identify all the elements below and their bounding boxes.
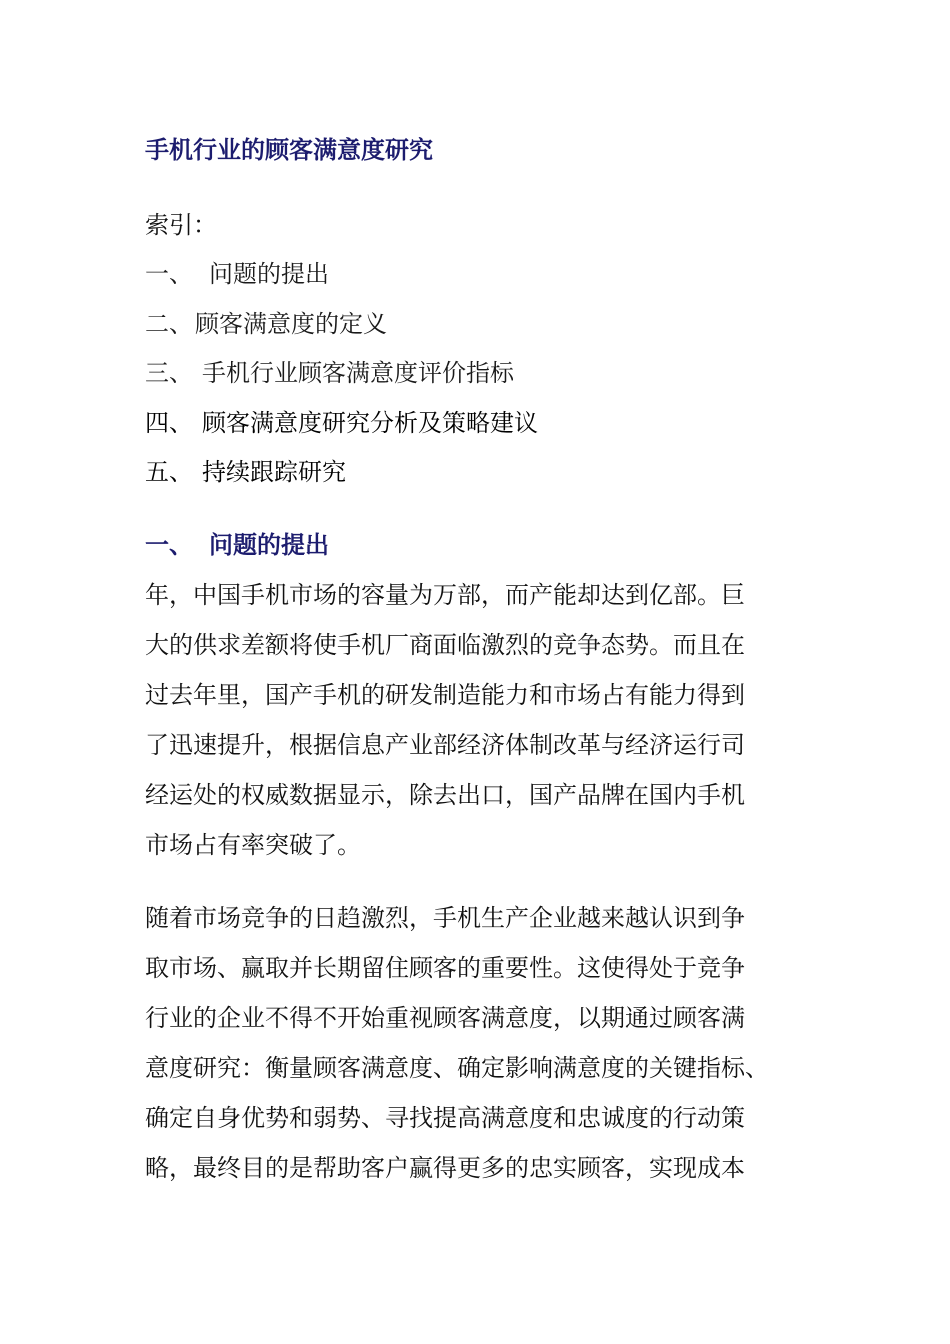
paragraph-line: 随着市场竞争的日趋激烈，手机生产企业越来越认识到争 xyxy=(145,904,745,932)
toc-item-text: 问题的提出 xyxy=(209,260,329,288)
section-heading xyxy=(145,528,329,562)
toc-item-number: 一、 xyxy=(145,260,193,288)
toc-item xyxy=(145,406,538,456)
toc-item xyxy=(145,307,538,357)
toc-item-number: 三、 xyxy=(145,359,193,387)
paragraph-line: 市场占有率突破了。 xyxy=(145,831,361,859)
toc-item-number: 四、 xyxy=(145,408,193,437)
toc-item xyxy=(145,356,538,406)
paragraph-line: 经运处的权威数据显示，除去出口，国产品牌在国内手机 xyxy=(145,781,745,809)
toc-item-text: 持续跟踪研究 xyxy=(202,458,346,486)
paragraph-line: 意度研究：衡量顾客满意度、确定影响满意度的关键指标、 xyxy=(145,1054,769,1082)
paragraph-line: 过去年里，国产手机的研发制造能力和市场占有能力得到 xyxy=(145,681,745,709)
table-of-contents xyxy=(145,257,538,505)
paragraph-line: 确定自身优势和弱势、寻找提高满意度和忠诚度的行动策 xyxy=(145,1104,745,1132)
section-heading-number: 一、 xyxy=(145,531,193,559)
toc-item xyxy=(145,455,538,505)
toc-item-text: 顾客满意度研究分析及策略建议 xyxy=(202,408,538,437)
paragraph-line: 了迅速提升，根据信息产业部经济体制改革与经济运行司 xyxy=(145,731,745,759)
toc-item-text: 顾客满意度的定义 xyxy=(195,309,387,338)
document-title: 手机行业的顾客满意度研究 xyxy=(145,136,433,164)
paragraph-line: 略，最终目的是帮助客户赢得更多的忠实顾客，实现成本 xyxy=(145,1154,745,1182)
toc-item-number: 五、 xyxy=(145,458,193,486)
toc-item xyxy=(145,257,538,307)
toc-item-number: 二、 xyxy=(145,309,193,338)
paragraph-line: 取市场、赢取并长期留住顾客的重要性。这使得处于竞争 xyxy=(145,954,745,982)
paragraph-line: 大的供求差额将使手机厂商面临激烈的竞争态势。而且在 xyxy=(145,631,745,659)
body-paragraph xyxy=(145,893,805,1193)
section-heading-text: 问题的提出 xyxy=(209,531,329,559)
body-paragraph xyxy=(145,570,805,870)
index-label: 索引： xyxy=(145,211,217,239)
paragraph-line: 年，中国手机市场的容量为万部，而产能却达到亿部。巨 xyxy=(145,581,745,609)
paragraph-line: 行业的企业不得不开始重视顾客满意度，以期通过顾客满 xyxy=(145,1004,745,1032)
toc-item-text: 手机行业顾客满意度评价指标 xyxy=(202,359,514,387)
